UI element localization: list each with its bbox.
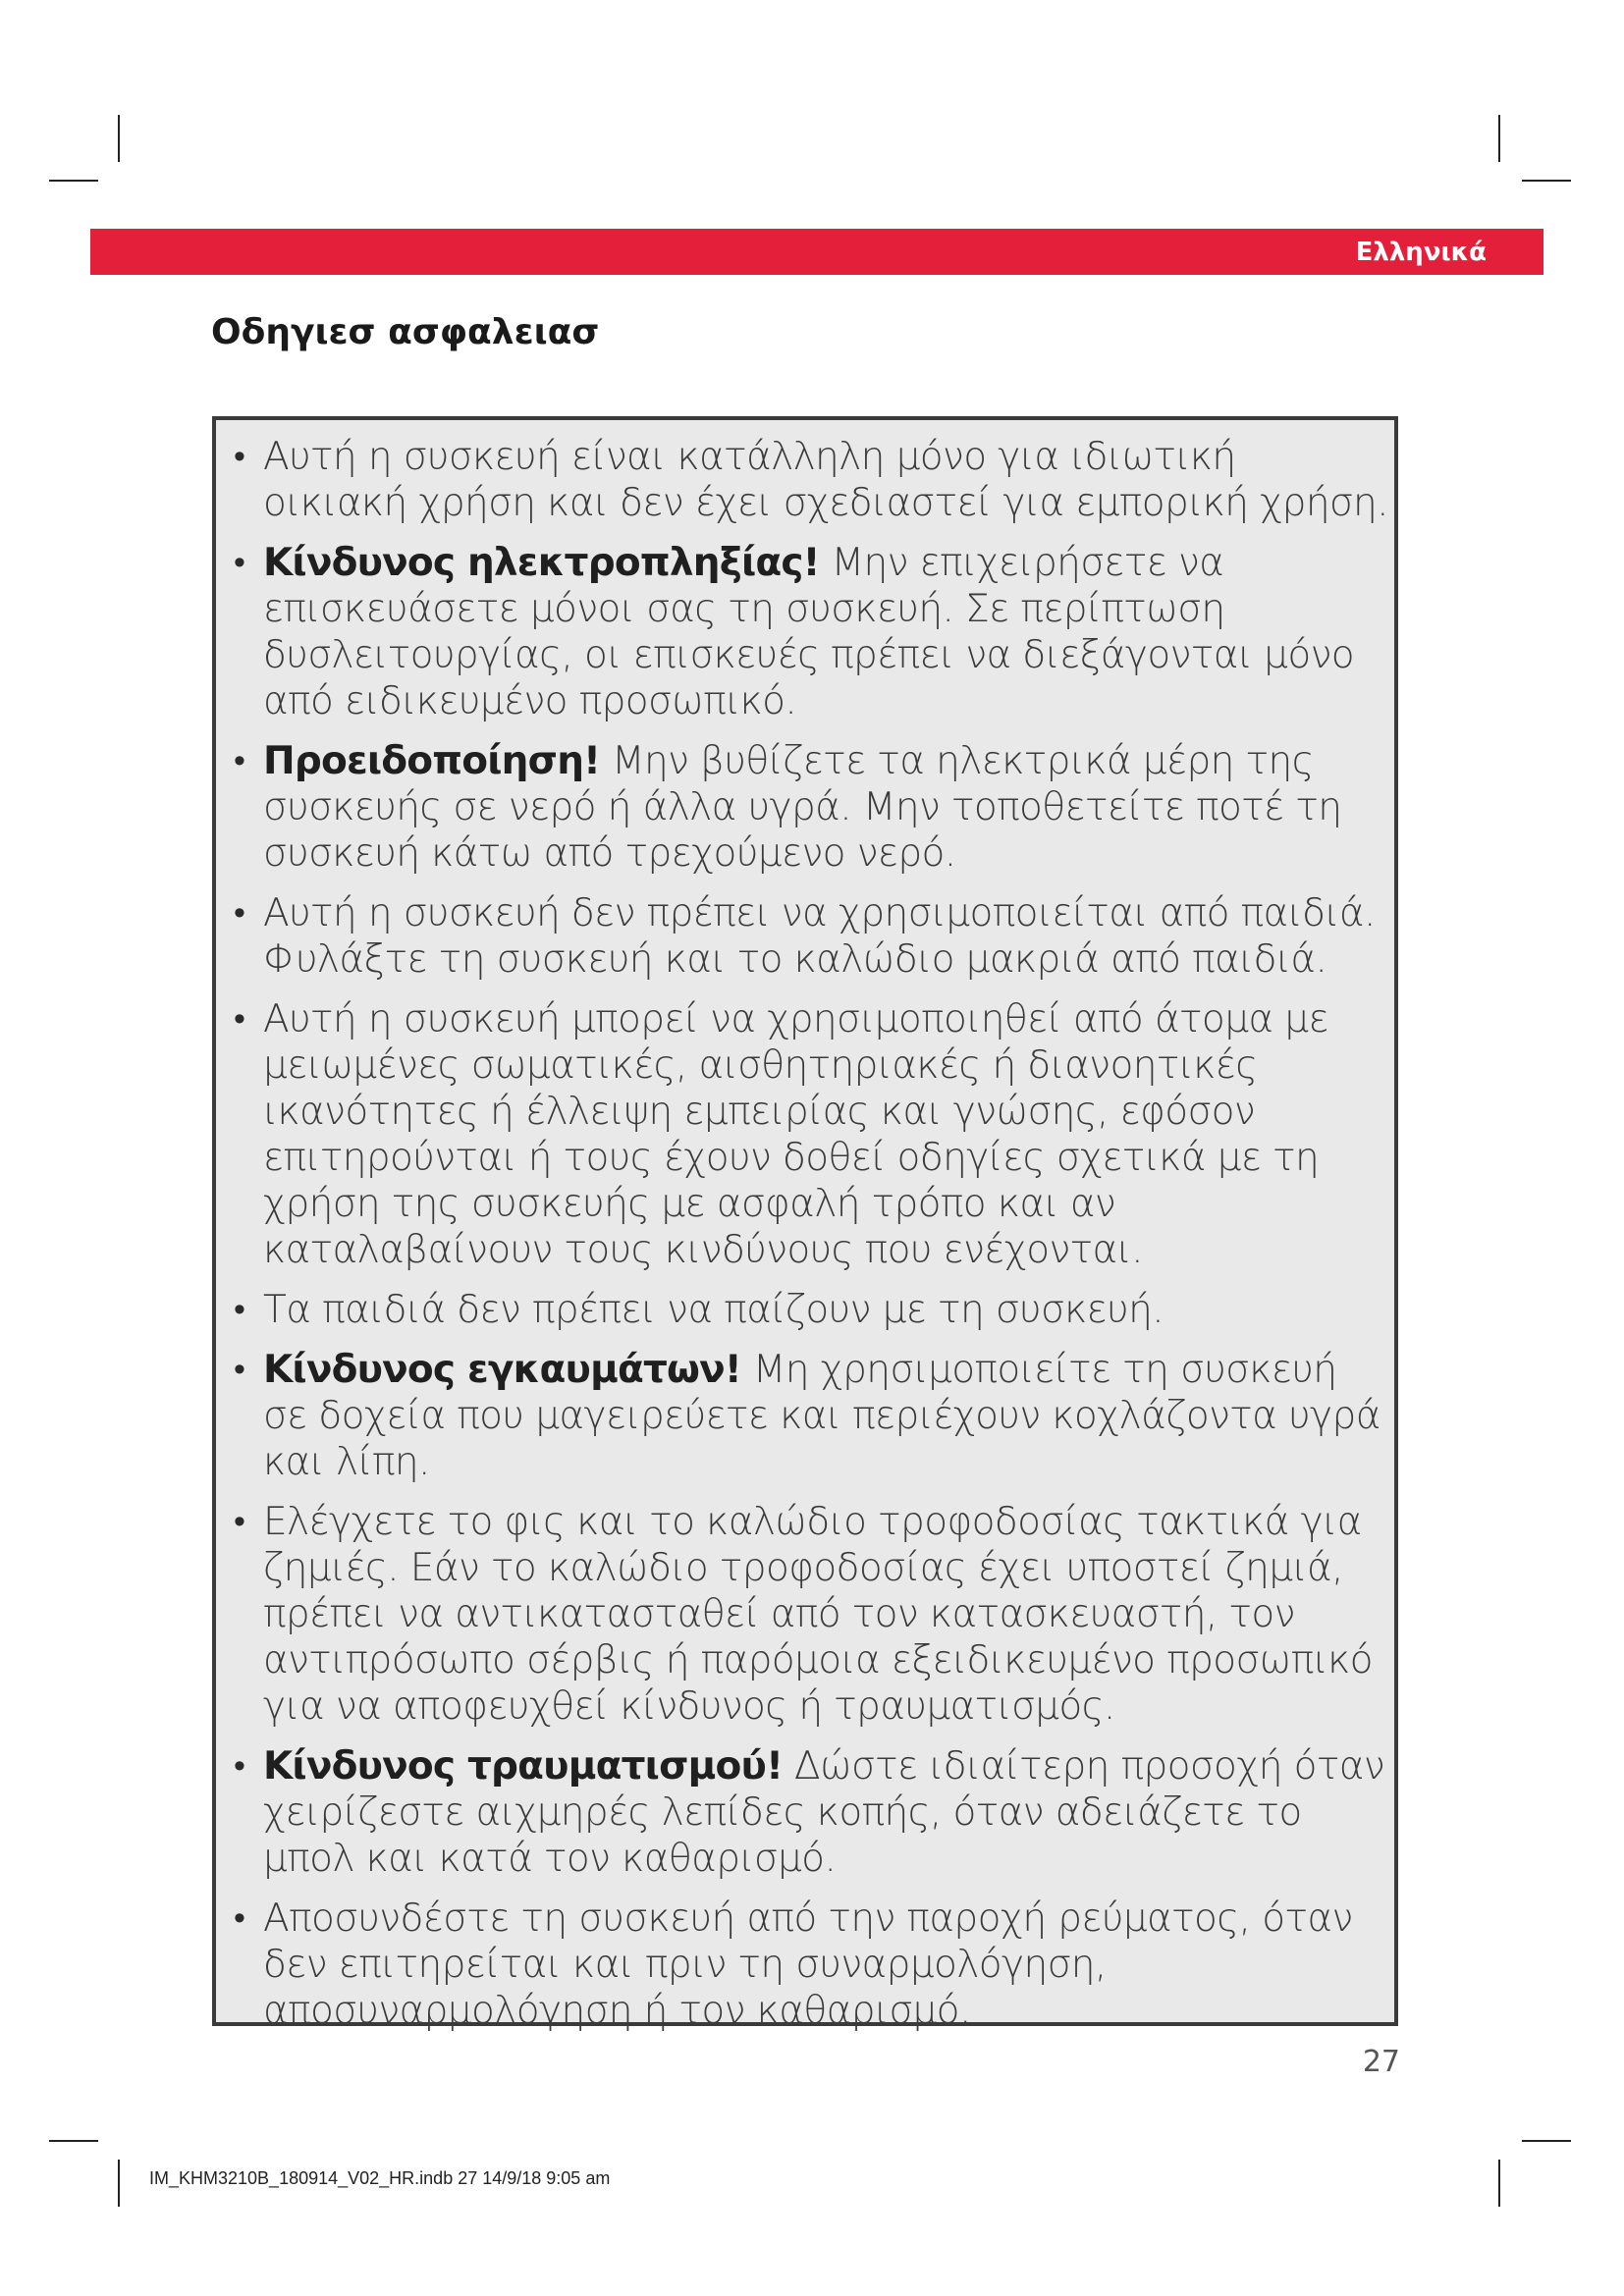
bullet-icon: • bbox=[234, 999, 245, 1039]
safety-instructions-box bbox=[212, 416, 1398, 2033]
instruction-body: Αυτή η συσκευή είναι κατάλληλη μόνο για ιδιωτική οικιακή χρήση και δεν έχει σχεδιαστεί για εμπορική χρήση. bbox=[263, 435, 1388, 525]
instruction-text bbox=[263, 1896, 1388, 2034]
list-item bbox=[234, 1743, 1388, 1882]
instruction-text bbox=[263, 434, 1388, 526]
list-item bbox=[234, 1896, 1388, 2034]
bullet-icon: • bbox=[234, 1502, 245, 1541]
instruction-body: Μην βυθίζετε τα ηλεκτρικά μέρη της συσκευής σε νερό ή άλλα υγρά. Μην τοποθετείτε ποτέ τη συσκευή κάτω από τρεχούμενο νερό. bbox=[263, 739, 1342, 876]
instruction-text bbox=[263, 996, 1388, 1273]
language-header-bar bbox=[90, 229, 1543, 275]
bullet-icon: • bbox=[234, 1746, 245, 1786]
print-footer: IM_KHM3210B_180914_V02_HR.indb 27 14/9/18 9:05 am bbox=[149, 2168, 611, 2188]
list-item bbox=[234, 540, 1388, 724]
list-item bbox=[234, 434, 1388, 526]
instruction-body: Δώστε ιδιαίτερη προσοχή όταν χειρίζεστε αιχμηρές λεπίδες κοπής, όταν αδειάζετε το μπολ και κατά τον καθαρισμό. bbox=[263, 1744, 1385, 1881]
bullet-icon: • bbox=[234, 1290, 245, 1329]
warning-label: Κίνδυνος ηλεκτροπληξίας! bbox=[263, 541, 820, 585]
warning-label: Κίνδυνος τραυματισμού! bbox=[263, 1744, 784, 1789]
crop-mark bbox=[1522, 180, 1571, 182]
bullet-icon: • bbox=[234, 437, 245, 476]
crop-mark bbox=[1498, 2160, 1500, 2207]
list-item bbox=[234, 738, 1388, 877]
instruction-text bbox=[263, 738, 1388, 877]
bullet-icon: • bbox=[234, 543, 245, 582]
crop-mark bbox=[49, 2140, 98, 2142]
list-item bbox=[234, 1347, 1388, 1485]
instruction-text bbox=[263, 1287, 1388, 1333]
bullet-icon: • bbox=[234, 1350, 245, 1389]
instruction-body: Αυτή η συσκευή δεν πρέπει να χρησιμοποιείται από παιδιά. Φυλάξτε τη συσκευή και το καλώδιο μακριά από παιδιά. bbox=[263, 891, 1376, 982]
crop-mark bbox=[1498, 115, 1500, 162]
instruction-body: Αποσυνδέστε τη συσκευή από την παροχή ρεύματος, όταν δεν επιτηρείται και πριν τη συναρμολόγηση, αποσυναρμολόγηση ή τον καθαρισμό. bbox=[263, 1896, 1353, 2033]
warning-label: Κίνδυνος εγκαυμάτων! bbox=[263, 1348, 741, 1392]
instruction-body: Μη χρησιμοποιείτε τη συσκευή σε δοχεία που μαγειρεύετε και περιέχουν κοχλάζοντα υγρά και λίπη. bbox=[263, 1348, 1380, 1484]
instruction-text bbox=[263, 1499, 1388, 1730]
instruction-body: Ελέγχετε το φις και το καλώδιο τροφοδοσίας τακτικά για ζημιές. Εάν το καλώδιο τροφοδοσίας έχει υποστεί ζημιά, πρέπει να αντικατασταθεί από τον κατασκευαστή, τον αντιπρόσωπο σέρβις ή παρόμοια εξειδικευμένο προσωπικό για να αποφευχθεί κίνδυνος ή τραυματισμός. bbox=[263, 1500, 1373, 1729]
list-item bbox=[234, 996, 1388, 1273]
instruction-body: Τα παιδιά δεν πρέπει να παίζουν με τη συσκευή. bbox=[263, 1288, 1164, 1332]
instruction-text bbox=[263, 1743, 1388, 1882]
instruction-text bbox=[263, 1347, 1388, 1485]
warning-label: Προειδοποίηση! bbox=[263, 739, 601, 783]
bullet-icon: • bbox=[234, 893, 245, 933]
crop-mark bbox=[49, 180, 98, 182]
crop-mark bbox=[118, 115, 120, 162]
list-item bbox=[234, 1287, 1388, 1333]
instruction-text bbox=[263, 890, 1388, 983]
page-number: 27 bbox=[1362, 2045, 1400, 2079]
list-item bbox=[234, 890, 1388, 983]
instruction-body: Αυτή η συσκευή μπορεί να χρησιμοποιηθεί από άτομα με μειωμένες σωματικές, αισθητηριακές ή διανοητικές ικανότητες ή έλλειψη εμπειρίας και γνώσης, εφόσον επιτηρούνται ή τους έχουν δοθεί οδηγίες σχετικά με τη χρήση της συσκευής με ασφαλή τρόπο και αν καταλαβαίνουν τους κινδύνους που ενέχονται. bbox=[263, 997, 1329, 1272]
instruction-body: Μην επιχειρήσετε να επισκευάσετε μόνοι σας τη συσκευή. Σε περίπτωση δυσλειτουργίας, οι επισκευές πρέπει να διεξάγονται μόνο από ειδικευμένο προσωπικό. bbox=[263, 541, 1355, 723]
bullet-icon: • bbox=[234, 1898, 245, 1938]
bullet-icon: • bbox=[234, 741, 245, 780]
page-title: Οδηγιεσ ασφαλειασ bbox=[211, 312, 600, 352]
language-label: Ελληνικά bbox=[1355, 238, 1487, 267]
crop-mark bbox=[118, 2160, 120, 2207]
instructions-list bbox=[216, 420, 1394, 2034]
list-item bbox=[234, 1499, 1388, 1730]
crop-mark bbox=[1522, 2140, 1571, 2142]
instruction-text bbox=[263, 540, 1388, 724]
